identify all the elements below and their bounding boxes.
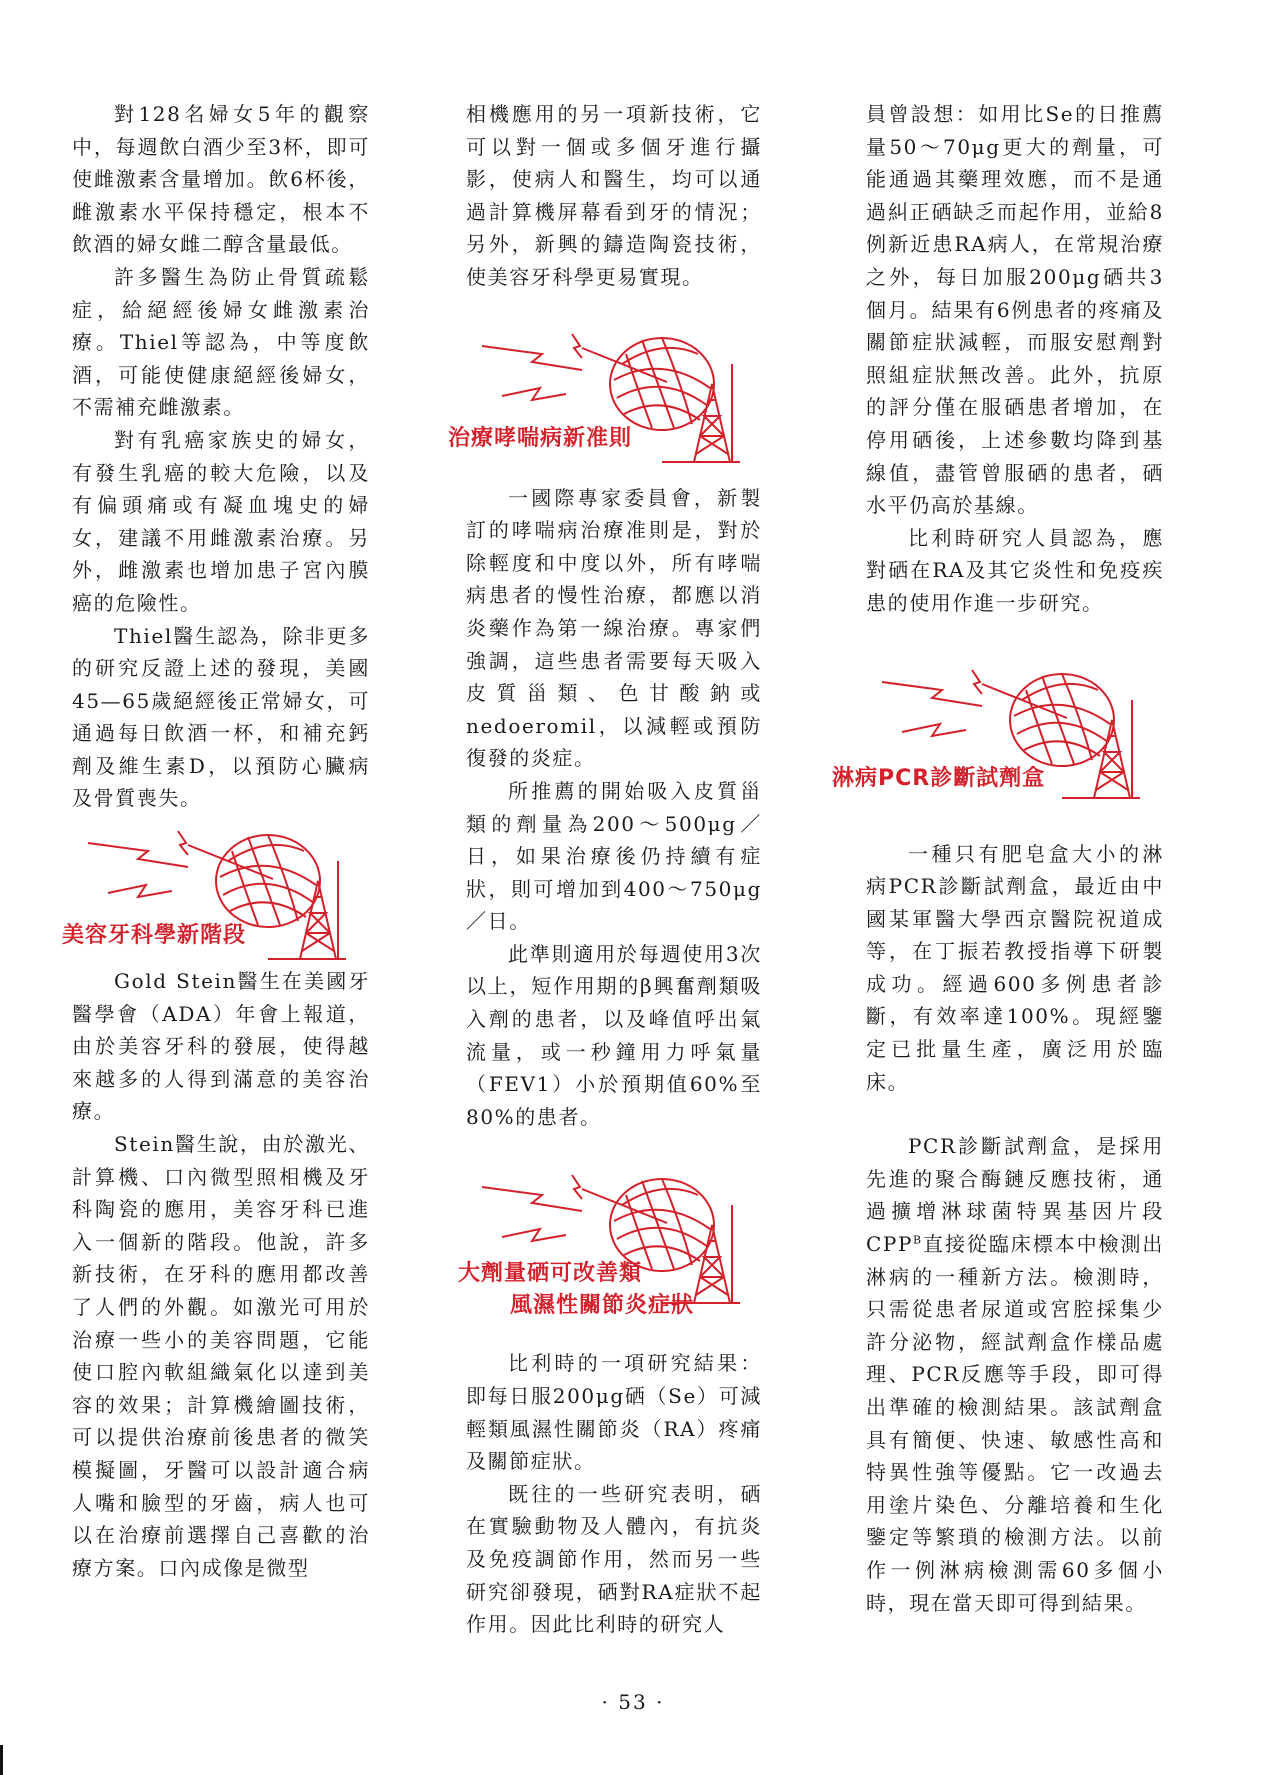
col3-paragraph-1: 員曾設想：如用比Se的日推薦量50～70μg更大的劑量，可能通過其藥理效應，而不是通過糾正硒缺乏而起作用，並給8例新近患RA病人，在常規治療之外，每日加服200μg硒共3個月。結果有6例患者的疼痛及關節症狀減輕，而服安慰劑對照組症狀無改善。此外，抗原的評分僅在服硒患者增加，在停用硒後，上述參數均降到基線值，盡管曾服硒的患者，硒水平仍高於基線。 (866, 102, 1164, 518)
col2-paragraph-2: 一國際專家委員會，新製訂的哮喘病治療准則是，對於除輕度和中度以外，所有哮喘病患者的慢性治療，都應以消炎藥作為第一線治療。專家們強調，這些患者需要每天吸入皮質甾類、色甘酸鈉或nedoeromil，以減輕或預防復發的炎症。 (466, 485, 762, 771)
col1-paragraph-4: Thiel醫生認為，除非更多的研究反證上述的發現，美國45—65歲絕經後正常婦女，可通過每日飲酒一杯，和補充鈣劑及維生素D，以預防心臟病及骨質喪失。 (72, 623, 370, 811)
col1-paragraph-2: 許多醫生為防止骨質疏鬆症，給絕經後婦女雌激素治療。Thiel等認為，中等度飲酒，可能使健康絕經後婦女，不需補充雌激素。 (72, 264, 370, 420)
col2-paragraph-1: 相機應用的另一項新技術，它可以對一個或多個牙進行攝影，使病人和醫生，均可以通過計算機屏幕看到牙的情況；另外，新興的鑄造陶瓷技術，使美容牙科學更易實現。 (466, 102, 762, 289)
column-2 (448, 98, 762, 1641)
col3-paragraph-4-part-b: 直接從臨床標本中檢測出淋病的一種新方法。檢測時，只需從患者尿道或宮腔採集少許分泌物，經試劑盒作樣品處理、PCR反應等手段，即可得出準確的檢測結果。該試劑盒具有簡便、快速、敏感性高和特異性強等優點。它一改過去用塗片染色、分離培養和生化鑒定等繁瑣的檢測方法。以前作一例淋病檢測需60多個小時，現在當天即可得到結果。 (866, 1232, 1164, 1615)
col2-paragraph-4: 此準則適用於每週使用3次以上，短作用期的β興奮劑類吸入劑的患者，以及峰值呼出氣流量，或一秒鐘用力呼氣量（FEV1）小於預期值60%至80%的患者。 (466, 941, 762, 1129)
col3-paragraph-4 (866, 1130, 1164, 1619)
heading-selenium-line-2: 風濕性關節炎症狀 (509, 1293, 694, 1319)
heading-pcr-kit: 淋病PCR診斷試劑盒 (832, 765, 1046, 791)
col2-paragraph-3: 所推薦的開始吸入皮質甾類的劑量為200～500μg／日，如果治療後仍持續有症狀，則可增加到400～750μg／日。 (466, 778, 762, 934)
col1-paragraph-6: Stein醫生說，由於激光、計算機、口內微型照相機及牙科陶瓷的應用，美容牙科已進入一個新的階段。他說，許多新技術，在牙科的應用都改善了人們的外觀。如激光可用於治療一些小的美容問題，它能使口腔內軟組織氣化以達到美容的效果；計算機繪圖技術，可以提供治療前後患者的微笑模擬圖，牙醫可以設計適合病人嘴和臉型的牙齒，病人也可以在治療前選擇自己喜歡的治療方案。口內成像是微型 (72, 1132, 370, 1580)
col1-paragraph-3: 對有乳癌家族史的婦女，有發生乳癌的較大危險，以及有偏頭痛或有凝血塊史的婦女，建議不用雌激素治療。另外，雌激素也增加患子宮內膜癌的危險性。 (72, 427, 370, 615)
heading-cosmetic-dentistry: 美容牙科學新階段 (62, 923, 247, 949)
col1-paragraph-5: Gold Stein醫生在美國牙醫學會（ADA）年會上報道，由於美容牙科的發展，使得越來越多的人得到滿意的美容治療。 (72, 969, 370, 1124)
col3-paragraph-4-part-a: PCR診斷試劑盒，是採用先進的聚合酶鏈反應技術，通過擴增淋球菌特異基因片段CPP (866, 1134, 1164, 1257)
col3-paragraph-2: 比利時研究人員認為，應對硒在RA及其它炎性和免疫疾患的使用作進一步研究。 (866, 525, 1164, 615)
heading-selenium-line-1: 大劑量硒可改善類 (457, 1261, 642, 1287)
col2-paragraph-5: 比利時的一項研究結果：即每日服200μg硒（Se）可減輕類風濕性關節炎（RA）疼痛及關節症狀。 (466, 1351, 762, 1474)
col3-paragraph-3: 一種只有肥皂盒大小的淋病PCR診斷試劑盒，最近由中國某軍醫大學西京醫院祝道成等，在丁振若教授指導下研製成功。經過600多例患者診斷，有效率達100%。現經鑒定已批量生產，廣泛用於臨床。 (866, 841, 1164, 1094)
heading-block-cosmetic-dentistry (62, 815, 370, 965)
column-3 (832, 98, 1164, 1619)
col2-paragraph-6: 既往的一些研究表明，硒在實驗動物及人體內，有抗炎及免疫調節作用，然而另一些研究卻發現，硒對RA症狀不起作用。因此比利時的研究人 (466, 1481, 762, 1637)
column-1 (62, 98, 370, 1584)
heading-block-selenium (457, 1133, 762, 1347)
superscript-b: B (913, 1233, 923, 1247)
page-number: · 53 · (601, 1690, 665, 1714)
scan-edge-mark (0, 1745, 3, 1775)
heading-asthma-guidelines: 治療哮喘病新准則 (448, 425, 633, 451)
heading-block-pcr-kit (832, 620, 1164, 838)
heading-block-asthma (448, 294, 762, 482)
col1-paragraph-1: 對128名婦女5年的觀察中，每週飲白酒少至3杯，即可使雌激素含量增加。飲6杯後，雌激素水平保持穩定，根本不飲酒的婦女雌二醇含量最低。 (72, 102, 370, 257)
